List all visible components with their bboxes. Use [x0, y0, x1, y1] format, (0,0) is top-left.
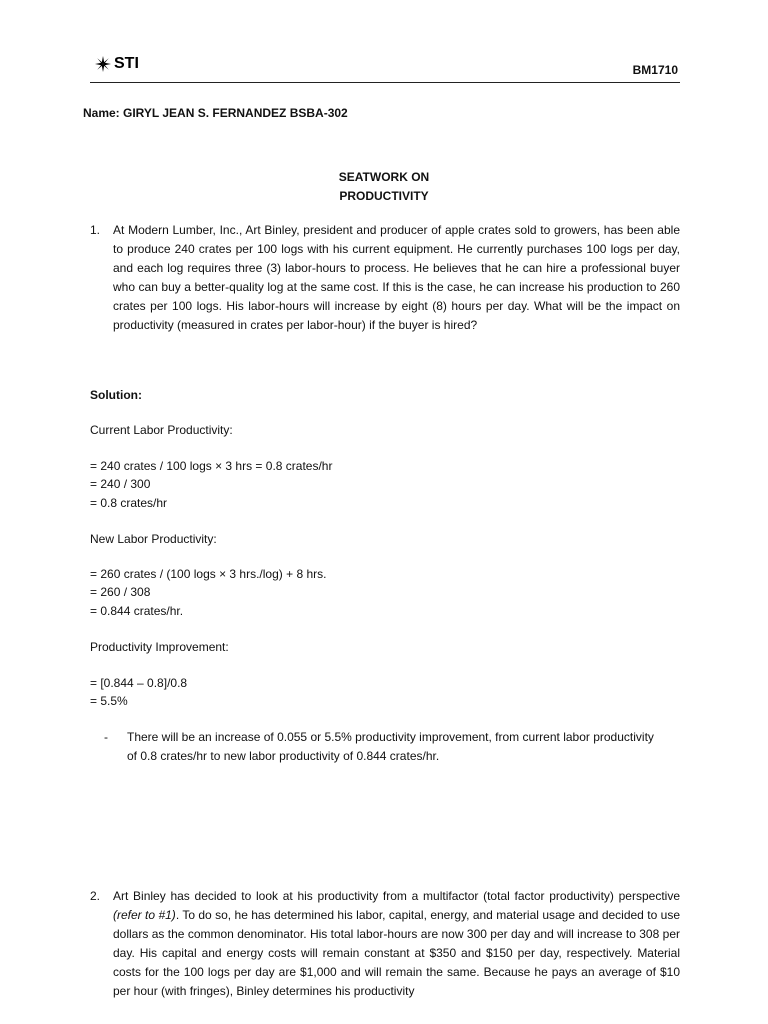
question-1-number: 1. [90, 223, 101, 237]
student-name: Name: GIRYL JEAN S. FERNANDEZ BSBA-302 [83, 106, 348, 120]
document-code: BM1710 [632, 63, 678, 77]
question-2-text-start: Art Binley has decided to look at his productivity from a multifactor (total factor productivity) perspective [113, 889, 680, 903]
improvement-heading: Productivity Improvement: [90, 640, 229, 654]
question-2-text [113, 887, 680, 1001]
logo-text: STI [114, 55, 139, 72]
improvement-calc-line-2: = 5.5% [90, 694, 128, 708]
current-calc-line-2: = 240 / 300 [90, 477, 151, 491]
new-calc-line-1: = 260 crates / (100 logs × 3 hrs./log) + 8 hrs. [90, 567, 327, 581]
bullet-dash: - [104, 730, 108, 744]
current-calc-line-3: = 0.8 crates/hr [90, 496, 168, 510]
question-2 [90, 887, 680, 1001]
sti-logo-icon [94, 55, 112, 73]
solution-heading: Solution: [90, 388, 142, 402]
current-productivity-heading: Current Labor Productivity: [90, 423, 233, 437]
question-2-number: 2. [90, 889, 101, 903]
question-2-reference: (refer to #1) [113, 908, 176, 922]
question-1 [90, 221, 680, 335]
new-productivity-heading: New Labor Productivity: [90, 532, 217, 546]
new-calc-line-2: = 260 / 308 [90, 585, 151, 599]
title-line-1: SEATWORK ON [338, 170, 430, 184]
conclusion-bullet [104, 728, 664, 766]
sti-logo [94, 55, 139, 73]
document-title [0, 168, 768, 206]
current-calc-line-1: = 240 crates / 100 logs × 3 hrs = 0.8 crates/hr [90, 459, 333, 473]
title-line-2: PRODUCTIVITY [339, 189, 429, 203]
new-calc-line-3: = 0.844 crates/hr. [90, 604, 184, 618]
conclusion-text: There will be an increase of 0.055 or 5.5% productivity improvement, from current labor productivity of 0.8 crates/hr to new labor productivity of 0.844 crates/hr. [127, 730, 654, 763]
page-header [90, 52, 680, 83]
improvement-calc-line-1: = [0.844 – 0.8]/0.8 [90, 676, 188, 690]
question-2-text-rest: . To do so, he has determined his labor, capital, energy, and material usage and decided to use dollars as the common denominator. His total labor-hours are now 300 per day and will increase to 308 per day. His capital and energy costs will remain constant at $350 and $150 per day, respectively. Material costs for the 100 logs per day are $1,000 and will remain the same. Because he pays an average of $10 per hour (with fringes), Binley determines his productivity [113, 908, 680, 998]
question-1-text: At Modern Lumber, Inc., Art Binley, president and producer of apple crates sold to growers, has been able to produce 240 crates per 100 logs with his current equipment. He currently purchases 100 logs per day, and each log requires three (3) labor-hours to process. He believes that he can hire a professional buyer who can buy a better-quality log at the same cost. If this is the case, he can increase his production to 260 crates per 100 logs. His labor-hours will increase by eight (8) hours per day. What will be the impact on productivity (measured in crates per labor-hour) if the buyer is hired? [113, 223, 680, 332]
